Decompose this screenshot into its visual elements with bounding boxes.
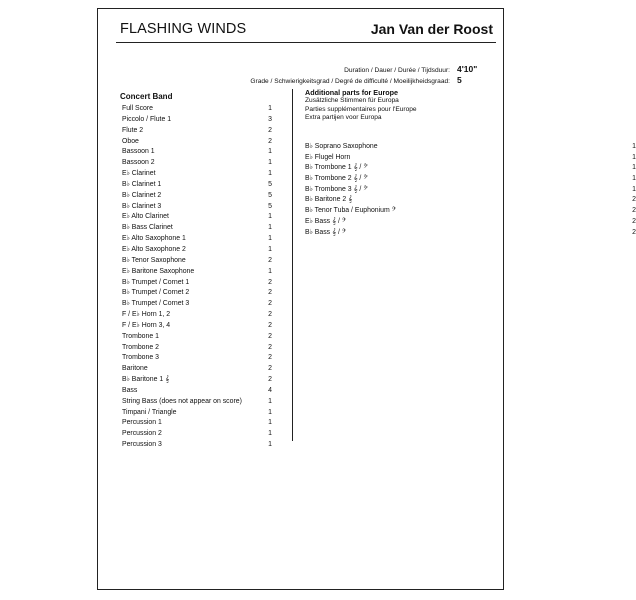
column-divider (292, 89, 293, 441)
europe-subtitle-fr: Parties supplémentaires pour l'Europe (305, 105, 417, 113)
part-count: 1 (268, 245, 272, 253)
europe-parts-list (305, 142, 636, 238)
part-name: Flute 2 (122, 126, 144, 134)
europe-subtitle-nl: Extra partijen voor Europa (305, 114, 382, 122)
grade-value: 5 (457, 75, 462, 85)
part-count: 1 (268, 159, 272, 167)
part-count: 5 (268, 191, 272, 199)
part-name: E♭ Clarinet (122, 170, 156, 178)
part-count: 1 (268, 430, 272, 438)
duration-value: 4'10" (457, 64, 478, 74)
europe-heading (305, 89, 417, 123)
part-count: 2 (632, 207, 636, 215)
part-name: E♭ Bass 𝄞 / 𝄢 (305, 217, 347, 225)
part-row (122, 147, 272, 158)
part-row (122, 180, 272, 191)
part-row (305, 195, 636, 206)
part-count: 1 (632, 185, 636, 193)
part-name: Trombone 1 (122, 332, 159, 340)
part-name: F / E♭ Horn 3, 4 (122, 321, 171, 329)
part-name: B♭ Clarinet 3 (122, 202, 162, 210)
part-row (122, 126, 272, 137)
part-count: 1 (268, 408, 272, 416)
part-name: B♭ Tenor Saxophone (122, 256, 186, 264)
part-row (122, 191, 272, 202)
part-count: 5 (268, 202, 272, 210)
part-count: 1 (268, 267, 272, 275)
part-row (305, 217, 636, 228)
part-row (122, 234, 272, 245)
part-name: String Bass (does not appear on score) (122, 397, 242, 405)
part-name: Trombone 3 (122, 354, 159, 362)
part-name: B♭ Baritone 2 𝄞 (305, 196, 353, 204)
part-count: 1 (632, 153, 636, 161)
part-count: 2 (268, 311, 272, 319)
part-name: Piccolo / Flute 1 (122, 115, 172, 123)
part-name: B♭ Clarinet 2 (122, 191, 162, 199)
part-name: B♭ Tenor Tuba / Euphonium 𝄢 (305, 207, 397, 215)
part-count: 3 (268, 115, 272, 123)
part-name: Bassoon 2 (122, 159, 155, 167)
part-name: Baritone (122, 365, 148, 373)
part-row (305, 142, 636, 153)
part-row (122, 278, 272, 289)
part-row (122, 104, 272, 115)
part-count: 1 (268, 148, 272, 156)
part-name: E♭ Baritone Saxophone (122, 267, 195, 275)
part-count: 1 (268, 170, 272, 178)
part-name: E♭ Alto Clarinet (122, 213, 169, 221)
part-count: 1 (268, 235, 272, 243)
part-row (122, 375, 272, 386)
part-count: 2 (268, 332, 272, 340)
duration-row (344, 64, 495, 74)
part-count: 2 (268, 365, 272, 373)
part-name: E♭ Alto Saxophone 2 (122, 245, 186, 253)
part-name: Bassoon 1 (122, 148, 155, 156)
part-row (122, 386, 272, 397)
part-row (122, 353, 272, 364)
part-row (122, 418, 272, 429)
part-name: F / E♭ Horn 1, 2 (122, 311, 171, 319)
part-count: 4 (268, 386, 272, 394)
part-count: 2 (268, 256, 272, 264)
part-name: B♭ Trombone 1 𝄞 / 𝄢 (305, 164, 368, 172)
part-count: 2 (268, 126, 272, 134)
part-count: 1 (632, 164, 636, 172)
part-row (122, 440, 272, 451)
part-row (305, 185, 636, 196)
part-row (122, 223, 272, 234)
part-row (122, 299, 272, 310)
part-count: 2 (632, 228, 636, 236)
part-count: 1 (268, 105, 272, 112)
part-count: 1 (268, 397, 272, 405)
part-count: 2 (268, 289, 272, 297)
part-row (305, 206, 636, 217)
part-name: B♭ Trumpet / Cornet 3 (122, 300, 190, 308)
grade-row (250, 75, 495, 85)
part-count: 1 (268, 224, 272, 232)
part-name: E♭ Alto Saxophone 1 (122, 235, 186, 243)
part-name: Trombone 2 (122, 343, 159, 351)
part-name: B♭ Clarinet 1 (122, 180, 162, 188)
part-row (122, 321, 272, 332)
part-count: 5 (268, 180, 272, 188)
part-count: 2 (268, 321, 272, 329)
part-row (122, 158, 272, 169)
part-row (122, 115, 272, 126)
part-count: 2 (632, 217, 636, 225)
part-name: B♭ Baritone 1 𝄞 (122, 376, 170, 384)
part-name: Full Score (122, 105, 154, 112)
part-name: Percussion 1 (122, 419, 162, 427)
part-count: 2 (268, 343, 272, 351)
part-row (305, 153, 636, 164)
part-row (122, 267, 272, 278)
part-count: 1 (632, 175, 636, 183)
grade-label: Grade / Schwierigkeitsgrad / Degré de difficulté / Moeilijkheidsgraad: (250, 78, 450, 85)
composer-name: Jan Van der Roost (370, 21, 493, 37)
part-count: 1 (632, 143, 636, 150)
part-name: B♭ Soprano Saxophone (305, 143, 378, 150)
part-count: 2 (268, 300, 272, 308)
part-name: B♭ Bass 𝄞 / 𝄢 (305, 228, 347, 236)
part-name: Percussion 2 (122, 430, 162, 438)
part-name: Percussion 3 (122, 441, 162, 449)
part-row (122, 212, 272, 223)
part-count: 2 (268, 354, 272, 362)
part-count: 1 (268, 441, 272, 449)
part-name: B♭ Trombone 2 𝄞 / 𝄢 (305, 175, 368, 183)
part-count: 2 (268, 278, 272, 286)
part-name: Oboe (122, 137, 139, 145)
part-row (122, 408, 272, 419)
part-name: B♭ Trumpet / Cornet 2 (122, 289, 190, 297)
part-row (122, 310, 272, 321)
score-page (97, 8, 636, 590)
part-row (122, 343, 272, 354)
part-row (122, 429, 272, 440)
part-row (305, 174, 636, 185)
part-name: B♭ Trumpet / Cornet 1 (122, 278, 190, 286)
part-row (122, 397, 272, 408)
duration-label: Duration / Dauer / Durée / Tijdsduur: (344, 67, 450, 74)
part-name: E♭ Flugel Horn (305, 153, 351, 161)
part-row (122, 364, 272, 375)
part-name: B♭ Bass Clarinet (122, 224, 173, 232)
part-count: 2 (268, 376, 272, 384)
part-count: 1 (268, 213, 272, 221)
europe-title: Additional parts for Europe (305, 88, 399, 97)
concert-band-title: Concert Band (120, 92, 173, 101)
part-row (122, 202, 272, 213)
part-count: 2 (268, 137, 272, 145)
part-row (122, 256, 272, 267)
part-row (122, 169, 272, 180)
europe-subtitle-de: Zusätzliche Stimmen für Europa (305, 97, 399, 105)
part-count: 1 (268, 419, 272, 427)
part-row (305, 163, 636, 174)
part-row (122, 332, 272, 343)
piece-title: FLASHING WINDS (120, 21, 247, 37)
part-row (305, 228, 636, 239)
part-name: Timpani / Triangle (122, 408, 177, 416)
part-row (122, 288, 272, 299)
part-row (122, 245, 272, 256)
part-name: B♭ Trombone 3 𝄞 / 𝄢 (305, 185, 368, 193)
part-count: 2 (632, 196, 636, 204)
header-divider (116, 42, 496, 43)
part-row (122, 137, 272, 148)
part-name: Bass (122, 386, 138, 394)
concert-band-list (122, 104, 272, 451)
